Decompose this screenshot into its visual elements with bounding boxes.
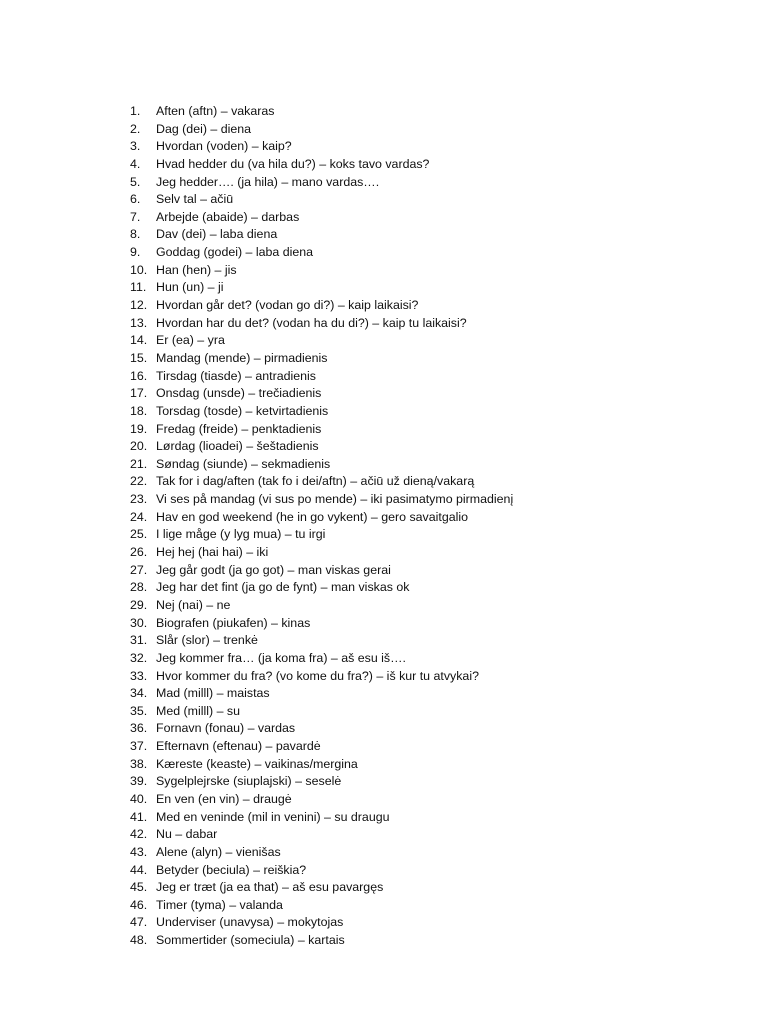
list-item (130, 350, 513, 368)
list-item-text: Fredag (freide) – penktadienis (156, 421, 322, 436)
list-item-number: 5. (130, 174, 141, 189)
list-item-number: 45. (130, 880, 148, 895)
list-item-text: Efternavn (eftenau) – pavardė (156, 739, 321, 754)
list-item-number: 13. (130, 315, 148, 330)
list-item-number: 22. (130, 474, 148, 489)
list-item-text: Jeg hedder…. (ja hila) – mano vardas…. (156, 174, 380, 189)
list-item-text: Hav en god weekend (he in go vykent) – gero savaitgalio (156, 509, 469, 524)
list-item (130, 773, 513, 791)
list-item-text: Tak for i dag/aften (tak fo i dei/aftn) – ačiū už dieną/vakarą (156, 474, 475, 489)
list-item-number: 8. (130, 227, 141, 242)
list-item (130, 156, 513, 174)
list-item (130, 738, 513, 756)
list-item-text: Med en veninde (mil in venini) – su draugu (156, 809, 390, 824)
list-item (130, 385, 513, 403)
list-item-text: Hun (un) – ji (156, 280, 224, 295)
list-item-number: 43. (130, 844, 148, 859)
list-item (130, 844, 513, 862)
list-item-text: Slår (slor) – trenkė (156, 633, 258, 648)
list-item-text: Jeg er træt (ja ea that) – aš esu pavargęs (156, 880, 384, 895)
list-item-number: 31. (130, 633, 148, 648)
list-item-number: 4. (130, 156, 141, 171)
phrase-list (130, 103, 513, 950)
list-item-text: Jeg har det fint (ja go de fynt) – man viskas ok (156, 580, 410, 595)
list-item-text: En ven (en vin) – draugė (156, 791, 292, 806)
list-item (130, 297, 513, 315)
list-item (130, 103, 513, 121)
list-item-text: Sommertider (someciula) – kartais (156, 933, 345, 948)
list-item (130, 862, 513, 880)
list-item-number: 3. (130, 139, 141, 154)
list-item-number: 19. (130, 421, 148, 436)
list-item-text: Dag (dei) – diena (156, 121, 252, 136)
list-item-text: Torsdag (tosde) – ketvirtadienis (156, 403, 329, 418)
list-item-number: 37. (130, 739, 148, 754)
list-item (130, 491, 513, 509)
list-item-number: 28. (130, 580, 148, 595)
list-item-number: 25. (130, 527, 148, 542)
list-item-number: 27. (130, 562, 148, 577)
list-item-text: Alene (alyn) – vienišas (156, 844, 281, 859)
list-item (130, 315, 513, 333)
list-item (130, 703, 513, 721)
list-item (130, 879, 513, 897)
list-item (130, 174, 513, 192)
list-item-text: Jeg kommer fra… (ja koma fra) – aš esu iš…. (156, 650, 406, 665)
list-item-text: Hvor kommer du fra? (vo kome du fra?) – iš kur tu atvykai? (156, 668, 479, 683)
list-item-text: Timer (tyma) – valanda (156, 897, 283, 912)
list-item-text: Hvordan (voden) – kaip? (156, 139, 292, 154)
list-item-text: Nu – dabar (156, 827, 218, 842)
list-item-text: Lørdag (lioadei) – šeštadienis (156, 439, 319, 454)
list-item (130, 562, 513, 580)
list-item (130, 262, 513, 280)
list-item (130, 456, 513, 474)
list-item-number: 2. (130, 121, 141, 136)
list-item-text: Arbejde (abaide) – darbas (156, 209, 300, 224)
list-item (130, 932, 513, 950)
list-item-number: 1. (130, 104, 141, 118)
list-item (130, 544, 513, 562)
list-item-text: Søndag (siunde) – sekmadienis (156, 456, 331, 471)
list-item-number: 46. (130, 897, 148, 912)
list-item (130, 615, 513, 633)
list-item (130, 809, 513, 827)
list-item (130, 244, 513, 262)
list-item-number: 15. (130, 350, 148, 365)
list-item-text: I lige måge (y lyg mua) – tu irgi (156, 527, 326, 542)
list-item-text: Selv tal – ačiū (156, 192, 234, 207)
list-item-text: Vi ses på mandag (vi sus po mende) – iki pasimatymo pirmadienį (156, 492, 514, 507)
list-item-text: Hvordan går det? (vodan go di?) – kaip laikaisi? (156, 298, 419, 313)
list-item-number: 35. (130, 703, 148, 718)
list-item (130, 720, 513, 738)
list-item-number: 21. (130, 456, 148, 471)
list-item-text: Betyder (beciula) – reiškia? (156, 862, 307, 877)
list-item (130, 897, 513, 915)
list-item (130, 438, 513, 456)
list-item-number: 6. (130, 192, 141, 207)
list-item-text: Aften (aftn) – vakaras (156, 104, 275, 118)
list-item (130, 191, 513, 209)
list-item-text: Onsdag (unsde) – trečiadienis (156, 386, 322, 401)
list-item-number: 16. (130, 368, 148, 383)
list-item (130, 403, 513, 421)
list-item (130, 509, 513, 527)
list-item (130, 138, 513, 156)
list-item-text: Hvad hedder du (va hila du?) – koks tavo vardas? (156, 156, 430, 171)
list-item (130, 650, 513, 668)
list-item (130, 685, 513, 703)
list-item-text: Nej (nai) – ne (156, 597, 231, 612)
list-item-number: 14. (130, 333, 148, 348)
list-item (130, 914, 513, 932)
list-item (130, 279, 513, 297)
list-item (130, 526, 513, 544)
list-item (130, 632, 513, 650)
list-item-number: 44. (130, 862, 148, 877)
list-item-number: 48. (130, 933, 148, 948)
list-item-number: 39. (130, 774, 148, 789)
list-item-text: Sygelplejrske (siuplajski) – seselė (156, 774, 342, 789)
list-item-text: Han (hen) – jis (156, 262, 237, 277)
list-item-text: Kæreste (keaste) – vaikinas/mergina (156, 756, 358, 771)
list-item-text: Mandag (mende) – pirmadienis (156, 350, 328, 365)
list-item (130, 668, 513, 686)
list-item-number: 20. (130, 439, 148, 454)
list-item-number: 29. (130, 597, 148, 612)
list-item (130, 579, 513, 597)
list-item-text: Tirsdag (tiasde) – antradienis (156, 368, 317, 383)
list-item (130, 791, 513, 809)
list-item-text: Hej hej (hai hai) – iki (156, 545, 269, 560)
list-item (130, 332, 513, 350)
list-item-text: Hvordan har du det? (vodan ha du di?) – kaip tu laikaisi? (156, 315, 467, 330)
list-item-text: Jeg går godt (ja go got) – man viskas gerai (156, 562, 391, 577)
list-item-text: Med (milll) – su (156, 703, 240, 718)
list-item-number: 17. (130, 386, 148, 401)
list-item (130, 473, 513, 491)
list-item (130, 209, 513, 227)
list-item (130, 756, 513, 774)
list-item-number: 36. (130, 721, 148, 736)
list-item-number: 26. (130, 545, 148, 560)
list-item-text: Dav (dei) – laba diena (156, 227, 278, 242)
list-item-number: 12. (130, 298, 148, 313)
list-item-text: Fornavn (fonau) – vardas (156, 721, 296, 736)
list-item-number: 41. (130, 809, 148, 824)
list-item-number: 11. (130, 280, 147, 295)
list-item (130, 597, 513, 615)
list-item-number: 40. (130, 791, 148, 806)
list-item (130, 121, 513, 139)
list-item-text: Biografen (piukafen) – kinas (156, 615, 311, 630)
list-item-text: Er (ea) – yra (156, 333, 225, 348)
list-item-text: Underviser (unavysa) – mokytojas (156, 915, 344, 930)
list-item-number: 10. (130, 262, 148, 277)
list-item-number: 7. (130, 209, 141, 224)
list-item-text: Mad (milll) – maistas (156, 686, 270, 701)
list-item-number: 47. (130, 915, 148, 930)
list-item (130, 826, 513, 844)
list-item-number: 34. (130, 686, 148, 701)
list-item-number: 33. (130, 668, 148, 683)
list-item-number: 24. (130, 509, 148, 524)
list-item-number: 32. (130, 650, 148, 665)
list-item (130, 368, 513, 386)
list-item-number: 30. (130, 615, 148, 630)
list-item (130, 421, 513, 439)
list-item-text: Goddag (godei) – laba diena (156, 245, 314, 260)
list-item-number: 42. (130, 827, 148, 842)
list-item (130, 226, 513, 244)
list-item-number: 23. (130, 492, 148, 507)
list-item-number: 38. (130, 756, 148, 771)
list-item-number: 9. (130, 245, 141, 260)
list-item-number: 18. (130, 403, 148, 418)
